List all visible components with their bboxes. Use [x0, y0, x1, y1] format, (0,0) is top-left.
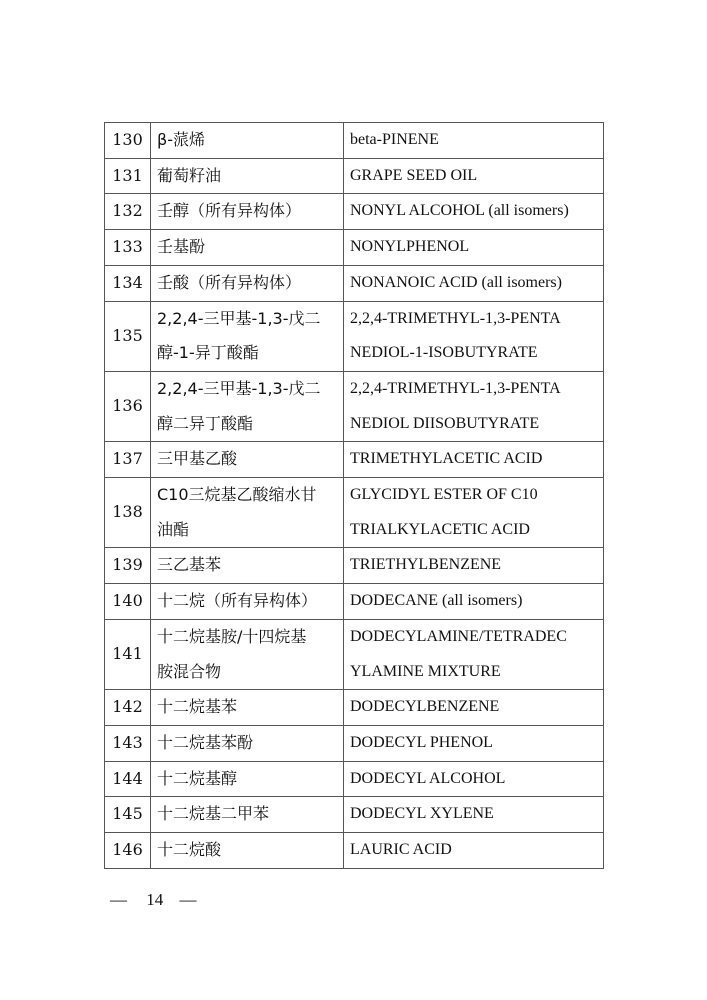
table-row — [105, 265, 604, 301]
english-name-cell — [344, 690, 604, 726]
chinese-name-line: 壬醇（所有异构体） — [157, 201, 302, 221]
chinese-name-cell — [151, 194, 344, 230]
english-name-line: DODECANE (all isomers) — [350, 592, 523, 610]
english-name-cell — [344, 584, 604, 620]
chinese-name-line: 十二烷基胺/十四烷基 — [157, 626, 307, 646]
table-body — [105, 123, 604, 869]
english-name-line: DODECYLAMINE/TETRADEC — [350, 627, 567, 645]
chinese-name-line: 十二烷基二甲苯 — [157, 804, 270, 824]
english-name-line: 2,2,4-TRIMETHYL-1,3-PENTA — [350, 309, 561, 327]
row-number: 141 — [105, 619, 151, 689]
english-name-cell — [344, 797, 604, 833]
table-row — [105, 619, 604, 689]
table-row — [105, 725, 604, 761]
english-name-cell — [344, 548, 604, 584]
chinese-name-cell — [151, 548, 344, 584]
english-name-cell — [344, 619, 604, 689]
chinese-name-cell — [151, 123, 344, 159]
row-number: 142 — [105, 690, 151, 726]
english-name-line: DODECYL PHENOL — [350, 733, 493, 751]
english-name-line: TRIALKYLACETIC ACID — [350, 520, 530, 538]
chinese-name-line: 壬基酚 — [157, 237, 206, 257]
table-row — [105, 194, 604, 230]
row-number: 140 — [105, 584, 151, 620]
english-name-line: NEDIOL DIISOBUTYRATE — [350, 414, 540, 432]
english-name-cell — [344, 833, 604, 869]
row-number: 137 — [105, 442, 151, 478]
english-name-cell — [344, 194, 604, 230]
chinese-name-cell — [151, 584, 344, 620]
footer-dash-right: — — [179, 890, 197, 909]
row-number: 136 — [105, 371, 151, 441]
row-number: 135 — [105, 301, 151, 371]
table-row — [105, 761, 604, 797]
english-name-line: LAURIC ACID — [350, 841, 452, 859]
english-name-line: TRIETHYLBENZENE — [350, 556, 502, 574]
page-footer — [110, 890, 202, 910]
chinese-name-line: 三甲基乙酸 — [157, 449, 238, 469]
english-name-line: NONYLPHENOL — [350, 238, 470, 256]
row-number: 139 — [105, 548, 151, 584]
table-row — [105, 833, 604, 869]
table-row — [105, 230, 604, 266]
english-name-line: DODECYL ALCOHOL — [350, 769, 506, 787]
english-name-line: NONANOIC ACID (all isomers) — [350, 273, 562, 291]
chinese-name-cell — [151, 442, 344, 478]
chinese-name-cell — [151, 797, 344, 833]
chinese-name-cell — [151, 833, 344, 869]
chinese-name-line: C10三烷基乙酸缩水甘 — [157, 485, 317, 505]
row-number: 145 — [105, 797, 151, 833]
table-row — [105, 478, 604, 548]
english-name-cell — [344, 301, 604, 371]
chinese-name-cell — [151, 301, 344, 371]
chinese-name-line: 2,2,4-三甲基-1,3-戊二 — [157, 378, 321, 398]
chinese-name-line: 十二烷酸 — [157, 840, 222, 860]
english-name-line: beta-PINENE — [350, 131, 439, 148]
row-number: 146 — [105, 833, 151, 869]
row-number: 134 — [105, 265, 151, 301]
table-row — [105, 371, 604, 441]
english-name-line: YLAMINE MIXTURE — [350, 662, 501, 680]
chinese-name-cell — [151, 725, 344, 761]
english-name-cell — [344, 725, 604, 761]
chinese-name-line: 三乙基苯 — [157, 555, 222, 575]
row-number: 132 — [105, 194, 151, 230]
chinese-name-line: 醇-1-异丁酸酯 — [157, 343, 259, 363]
row-number: 133 — [105, 230, 151, 266]
english-name-line: GLYCIDYL ESTER OF C10 — [350, 486, 538, 504]
english-name-line: NEDIOL-1-ISOBUTYRATE — [350, 344, 538, 362]
chinese-name-line: 醇二异丁酸酯 — [157, 413, 254, 433]
table-row — [105, 442, 604, 478]
chinese-name-cell — [151, 158, 344, 194]
chinese-name-line: β-蒎烯 — [157, 130, 205, 149]
row-number: 143 — [105, 725, 151, 761]
english-name-line: DODECYLBENZENE — [350, 698, 500, 716]
english-name-line: TRIMETHYLACETIC ACID — [350, 450, 543, 468]
english-name-cell — [344, 123, 604, 159]
chinese-name-line: 十二烷（所有异构体） — [157, 591, 318, 611]
footer-dash-left: — — [110, 890, 127, 909]
chinese-name-cell — [151, 478, 344, 548]
english-name-cell — [344, 158, 604, 194]
chinese-name-cell — [151, 690, 344, 726]
english-name-line: DODECYL XYLENE — [350, 805, 494, 823]
table-row — [105, 584, 604, 620]
chinese-name-line: 葡萄籽油 — [157, 165, 222, 185]
chemical-list-table — [104, 122, 604, 869]
english-name-cell — [344, 230, 604, 266]
chinese-name-cell — [151, 619, 344, 689]
row-number: 130 — [105, 123, 151, 159]
chinese-name-line: 油酯 — [157, 519, 190, 539]
table-row — [105, 301, 604, 371]
row-number: 138 — [105, 478, 151, 548]
chinese-name-line: 2,2,4-三甲基-1,3-戊二 — [157, 308, 321, 328]
chinese-name-cell — [151, 230, 344, 266]
english-name-cell — [344, 371, 604, 441]
table-row — [105, 690, 604, 726]
row-number: 144 — [105, 761, 151, 797]
english-name-line: GRAPE SEED OIL — [350, 166, 478, 184]
english-name-line: NONYL ALCOHOL (all isomers) — [350, 202, 569, 220]
english-name-cell — [344, 265, 604, 301]
chinese-name-line: 十二烷基苯酚 — [157, 732, 254, 752]
chinese-name-cell — [151, 371, 344, 441]
chinese-name-line: 十二烷基苯 — [157, 697, 238, 717]
table-row — [105, 797, 604, 833]
english-name-line: 2,2,4-TRIMETHYL-1,3-PENTA — [350, 379, 561, 397]
table-row — [105, 158, 604, 194]
table-row — [105, 548, 604, 584]
page-number: 14 — [146, 890, 164, 909]
english-name-cell — [344, 442, 604, 478]
row-number: 131 — [105, 158, 151, 194]
chinese-name-line: 十二烷基醇 — [157, 768, 238, 788]
english-name-cell — [344, 478, 604, 548]
chinese-name-cell — [151, 265, 344, 301]
chinese-name-cell — [151, 761, 344, 797]
table-row — [105, 123, 604, 159]
chinese-name-line: 壬酸（所有异构体） — [157, 272, 302, 292]
chinese-name-line: 胺混合物 — [157, 661, 222, 681]
english-name-cell — [344, 761, 604, 797]
